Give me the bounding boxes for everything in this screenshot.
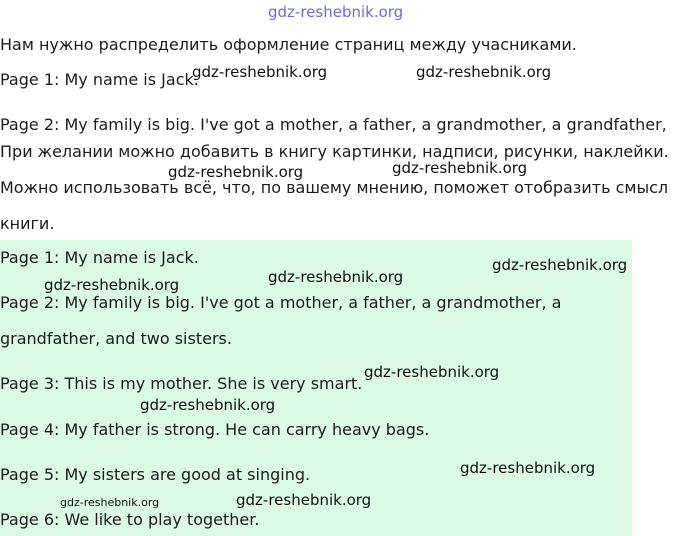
task-line: При желании можно добавить в книгу картинки, надписи, рисунки, наклейки. bbox=[0, 142, 669, 161]
watermark: gdz-reshebnik.org bbox=[236, 491, 372, 509]
answer-line: Page 6: We like to play together. bbox=[0, 510, 260, 529]
answer-line: Page 1: My name is Jack. bbox=[0, 248, 199, 267]
watermark: gdz-reshebnik.org bbox=[392, 159, 528, 177]
task-line: Page 1: My name is Jack. bbox=[0, 70, 199, 89]
answer-line: grandfather, and two sisters. bbox=[0, 329, 232, 348]
answer-line: Page 4: My father is strong. He can carry heavy bags. bbox=[0, 420, 430, 439]
watermark: gdz-reshebnik.org bbox=[416, 63, 552, 81]
header-watermark: gdz-reshebnik.org bbox=[268, 3, 404, 21]
watermark: gdz-reshebnik.org bbox=[192, 63, 328, 81]
watermark: gdz-reshebnik.org bbox=[44, 276, 180, 294]
task-line: Page 2: My family is big. I've got a mother, a father, a grandmother, a grandfather, bbox=[0, 115, 667, 134]
task-line: Нам нужно распределить оформление страниц между учасниками. bbox=[0, 35, 577, 54]
watermark: gdz-reshebnik.org bbox=[168, 163, 304, 181]
answer-line: Page 3: This is my mother. She is very smart. bbox=[0, 374, 363, 393]
watermark: gdz-reshebnik.org bbox=[60, 496, 160, 509]
watermark: gdz-reshebnik.org bbox=[140, 396, 276, 414]
watermark: gdz-reshebnik.org bbox=[364, 363, 500, 381]
task-line: Можно использовать всё, что, по вашему мнению, поможет отобразить смысл bbox=[0, 178, 669, 197]
answer-line: Page 2: My family is big. I've got a mother, a father, a grandmother, a bbox=[0, 293, 562, 312]
watermark: gdz-reshebnik.org bbox=[492, 256, 628, 274]
watermark: gdz-reshebnik.org bbox=[268, 268, 404, 286]
task-line: книги. bbox=[0, 214, 55, 233]
answer-line: Page 5: My sisters are good at singing. bbox=[0, 465, 311, 484]
watermark: gdz-reshebnik.org bbox=[460, 459, 596, 477]
